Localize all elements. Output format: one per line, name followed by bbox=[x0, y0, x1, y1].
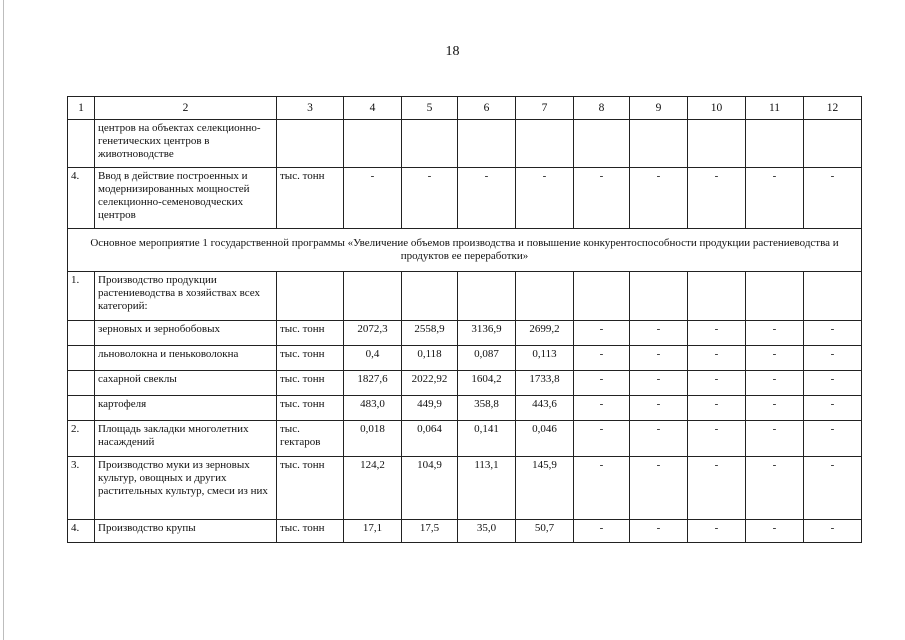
indicators-table bbox=[67, 96, 862, 543]
section-heading-row bbox=[68, 229, 862, 272]
value-cell: - bbox=[574, 371, 630, 396]
value-cell: - bbox=[574, 346, 630, 371]
column-number-cell: 3 bbox=[277, 97, 344, 120]
unit-cell: тыс. тонн bbox=[277, 168, 344, 229]
unit-cell: тыс. тонн bbox=[277, 371, 344, 396]
indicator-name-cell: Производство продукции растениеводства в хозяйствах всех категорий: bbox=[95, 272, 277, 321]
value-cell bbox=[574, 120, 630, 168]
value-cell bbox=[688, 272, 746, 321]
indicator-name-cell: сахарной свеклы bbox=[95, 371, 277, 396]
value-cell: 0,064 bbox=[402, 421, 458, 457]
row-number-cell: 4. bbox=[68, 520, 95, 543]
row-number-cell bbox=[68, 396, 95, 421]
value-cell: 0,046 bbox=[516, 421, 574, 457]
value-cell bbox=[746, 272, 804, 321]
indicator-name-cell: Производство муки из зерновых культур, овощных и других растительных культур, смеси из них bbox=[95, 457, 277, 520]
value-cell bbox=[458, 272, 516, 321]
value-cell: - bbox=[516, 168, 574, 229]
value-cell: - bbox=[804, 168, 862, 229]
unit-cell bbox=[277, 272, 344, 321]
value-cell: 2072,3 bbox=[344, 321, 402, 346]
row-number-cell: 4. bbox=[68, 168, 95, 229]
table-row bbox=[68, 457, 862, 520]
value-cell: 2022,92 bbox=[402, 371, 458, 396]
value-cell: 0,4 bbox=[344, 346, 402, 371]
value-cell: - bbox=[804, 457, 862, 520]
value-cell: 145,9 bbox=[516, 457, 574, 520]
table-row bbox=[68, 120, 862, 168]
value-cell: - bbox=[804, 520, 862, 543]
page-edge-line bbox=[3, 0, 4, 640]
table-row bbox=[68, 168, 862, 229]
value-cell: - bbox=[746, 457, 804, 520]
value-cell: - bbox=[630, 457, 688, 520]
column-number-cell: 9 bbox=[630, 97, 688, 120]
value-cell: - bbox=[804, 421, 862, 457]
value-cell: - bbox=[688, 421, 746, 457]
value-cell: 0,113 bbox=[516, 346, 574, 371]
value-cell: 2558,9 bbox=[402, 321, 458, 346]
column-number-cell: 7 bbox=[516, 97, 574, 120]
value-cell: - bbox=[402, 168, 458, 229]
value-cell: 2699,2 bbox=[516, 321, 574, 346]
value-cell bbox=[344, 272, 402, 321]
value-cell bbox=[402, 272, 458, 321]
value-cell: - bbox=[630, 346, 688, 371]
row-number-cell: 3. bbox=[68, 457, 95, 520]
value-cell: 0,141 bbox=[458, 421, 516, 457]
table-row bbox=[68, 272, 862, 321]
table-body bbox=[68, 97, 862, 543]
value-cell: - bbox=[630, 520, 688, 543]
value-cell: - bbox=[574, 396, 630, 421]
value-cell: - bbox=[804, 396, 862, 421]
value-cell: 0,087 bbox=[458, 346, 516, 371]
indicator-name-cell: Ввод в действие построенных и модернизированных мощностей селекционно-семеноводческих центров bbox=[95, 168, 277, 229]
value-cell: - bbox=[458, 168, 516, 229]
value-cell: - bbox=[630, 371, 688, 396]
column-number-cell: 5 bbox=[402, 97, 458, 120]
value-cell bbox=[458, 120, 516, 168]
value-cell: - bbox=[630, 168, 688, 229]
value-cell: - bbox=[688, 520, 746, 543]
value-cell bbox=[804, 120, 862, 168]
value-cell: 0,118 bbox=[402, 346, 458, 371]
table-row bbox=[68, 321, 862, 346]
column-number-cell: 2 bbox=[95, 97, 277, 120]
value-cell bbox=[630, 120, 688, 168]
value-cell: - bbox=[688, 396, 746, 421]
column-number-header bbox=[68, 97, 862, 120]
value-cell: 35,0 bbox=[458, 520, 516, 543]
table-row bbox=[68, 396, 862, 421]
value-cell: 0,018 bbox=[344, 421, 402, 457]
column-number-cell: 4 bbox=[344, 97, 402, 120]
row-number-cell bbox=[68, 346, 95, 371]
value-cell: 17,5 bbox=[402, 520, 458, 543]
indicator-name-cell: Производство крупы bbox=[95, 520, 277, 543]
value-cell: - bbox=[688, 346, 746, 371]
row-number-cell bbox=[68, 371, 95, 396]
value-cell: 443,6 bbox=[516, 396, 574, 421]
value-cell: - bbox=[746, 421, 804, 457]
table-row bbox=[68, 346, 862, 371]
indicator-name-cell: зерновых и зернобобовых bbox=[95, 321, 277, 346]
value-cell: - bbox=[574, 421, 630, 457]
unit-cell: тыс. тонн bbox=[277, 346, 344, 371]
column-number-cell: 1 bbox=[68, 97, 95, 120]
value-cell: - bbox=[746, 396, 804, 421]
value-cell: - bbox=[688, 321, 746, 346]
value-cell: - bbox=[804, 346, 862, 371]
value-cell: 3136,9 bbox=[458, 321, 516, 346]
value-cell: - bbox=[746, 346, 804, 371]
indicator-name-cell: картофеля bbox=[95, 396, 277, 421]
value-cell: 358,8 bbox=[458, 396, 516, 421]
value-cell: 104,9 bbox=[402, 457, 458, 520]
value-cell: - bbox=[574, 457, 630, 520]
value-cell: - bbox=[574, 168, 630, 229]
value-cell: 113,1 bbox=[458, 457, 516, 520]
column-number-cell: 8 bbox=[574, 97, 630, 120]
unit-cell: тыс. тонн bbox=[277, 396, 344, 421]
value-cell: 50,7 bbox=[516, 520, 574, 543]
row-number-cell bbox=[68, 120, 95, 168]
indicator-name-cell: Площадь закладки многолетних насаждений bbox=[95, 421, 277, 457]
row-number-cell bbox=[68, 321, 95, 346]
unit-cell: тыс. тонн bbox=[277, 321, 344, 346]
value-cell: 449,9 bbox=[402, 396, 458, 421]
value-cell: 124,2 bbox=[344, 457, 402, 520]
column-number-cell: 10 bbox=[688, 97, 746, 120]
value-cell: 17,1 bbox=[344, 520, 402, 543]
value-cell bbox=[516, 120, 574, 168]
value-cell: - bbox=[746, 168, 804, 229]
page-number: 18 bbox=[445, 44, 460, 59]
unit-cell: тыс. гектаров bbox=[277, 421, 344, 457]
value-cell bbox=[516, 272, 574, 321]
value-cell bbox=[630, 272, 688, 321]
value-cell: - bbox=[344, 168, 402, 229]
table-row bbox=[68, 520, 862, 543]
value-cell: 483,0 bbox=[344, 396, 402, 421]
value-cell: 1604,2 bbox=[458, 371, 516, 396]
value-cell bbox=[402, 120, 458, 168]
table-row bbox=[68, 421, 862, 457]
value-cell: - bbox=[746, 321, 804, 346]
value-cell: - bbox=[688, 168, 746, 229]
row-number-cell: 2. bbox=[68, 421, 95, 457]
value-cell: - bbox=[574, 520, 630, 543]
value-cell: - bbox=[630, 421, 688, 457]
value-cell: - bbox=[804, 371, 862, 396]
value-cell bbox=[344, 120, 402, 168]
unit-cell bbox=[277, 120, 344, 168]
value-cell: - bbox=[688, 457, 746, 520]
value-cell bbox=[688, 120, 746, 168]
value-cell: 1827,6 bbox=[344, 371, 402, 396]
value-cell bbox=[804, 272, 862, 321]
indicator-name-cell: льноволокна и пеньковолокна bbox=[95, 346, 277, 371]
table-row bbox=[68, 371, 862, 396]
value-cell: - bbox=[746, 371, 804, 396]
value-cell: - bbox=[688, 371, 746, 396]
row-number-cell: 1. bbox=[68, 272, 95, 321]
value-cell: - bbox=[804, 321, 862, 346]
value-cell bbox=[574, 272, 630, 321]
value-cell bbox=[746, 120, 804, 168]
unit-cell: тыс. тонн bbox=[277, 520, 344, 543]
value-cell: - bbox=[630, 321, 688, 346]
value-cell: 1733,8 bbox=[516, 371, 574, 396]
column-number-cell: 6 bbox=[458, 97, 516, 120]
unit-cell: тыс. тонн bbox=[277, 457, 344, 520]
value-cell: - bbox=[630, 396, 688, 421]
column-number-cell: 11 bbox=[746, 97, 804, 120]
value-cell: - bbox=[746, 520, 804, 543]
column-number-cell: 12 bbox=[804, 97, 862, 120]
indicator-name-cell: центров на объектах селекционно-генетических центров в животноводстве bbox=[95, 120, 277, 168]
section-heading: Основное мероприятие 1 государственной программы «Увеличение объемов производства и повышение конкурентоспособности продукции растениеводства и продуктов ее переработки» bbox=[68, 229, 862, 272]
value-cell: - bbox=[574, 321, 630, 346]
